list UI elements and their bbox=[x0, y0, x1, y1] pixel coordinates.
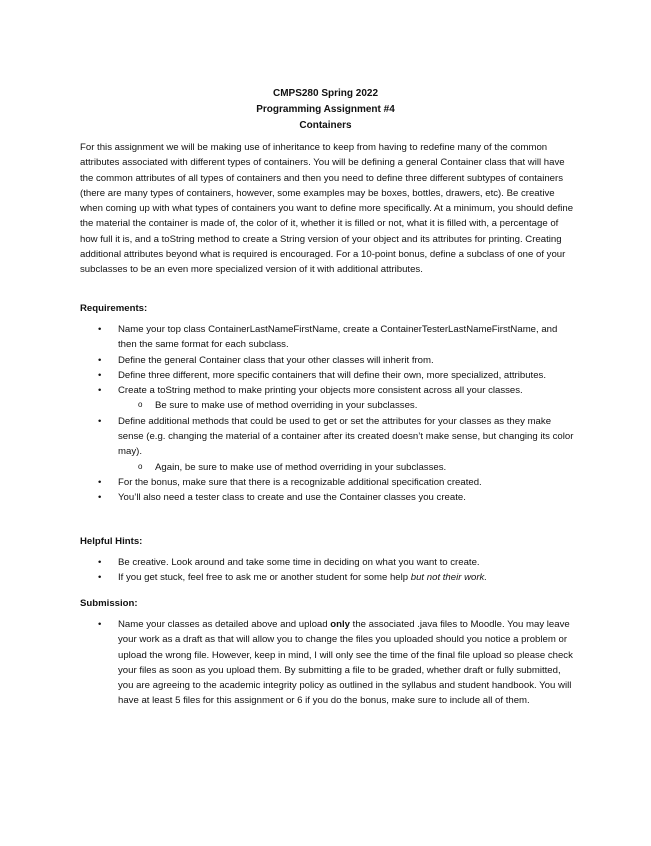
submission-text-suffix: the associated .java files to Moodle. You may leave your work as a draft as that will allow you to change the files you uploaded should you notice a problem or upload the wrong file. However, keep in mind, I will only see the time of the final file upload so please check your files as soon as you upload them. By submitting a file to be graded, whether draft or fully submitted, you are agreeing to the academic integrity policy as outlined in the syllabus and student handbook. You will have at least 5 files for this assignment or 6 if you do the bonus, make sure to include all of them. bbox=[118, 619, 573, 707]
list-item bbox=[98, 490, 576, 505]
requirement-text: You’ll also need a tester class to create and use the Container classes you create. bbox=[118, 492, 466, 504]
assignment-title: Programming Assignment #4 bbox=[256, 104, 395, 115]
intro-paragraph: For this assignment we will be making use of inheritance to keep from having to redefine many of the common attributes associated with different types of containers. You will be defining a general Container class that will have the common attributes of all types of containers and then you need to define three different subtypes of containers (there are many types of containers, however, some examples may be boxes, bottles, drawers, etc). Be creative when coming up with what types of containers you want to define more specifically. At a minimum, you should define the material the container is made of, the color of it, whether it is filled or not, what it is filled with, a percentage of how full it is, and a toString method to create a String version of your object and its attributes for printing. Creating additional attributes beyond what is required is encouraged. For a 10-point bonus, define a subclass of one of your subclasses to be an even more specialized version of it with additional attributes. bbox=[80, 142, 574, 276]
submission-text-bold: only bbox=[330, 619, 350, 630]
requirements-heading: Requirements: bbox=[80, 303, 148, 314]
hint-text: If you get stuck, feel free to ask me or another student for some help bbox=[118, 572, 411, 584]
sub-list bbox=[118, 460, 576, 475]
sub-list-item: o Again, be sure to make use of method overriding in your subclasses. bbox=[118, 460, 576, 475]
list-item bbox=[98, 353, 576, 368]
requirement-text: Define three different, more specific containers that will define their own, more specialized, attributes. bbox=[118, 369, 547, 381]
hints-heading: Helpful Hints: bbox=[80, 536, 143, 547]
list-item bbox=[98, 475, 576, 490]
requirement-text: Create a toString method to make printing your objects more consistent across all your classes. bbox=[118, 385, 523, 397]
title-block bbox=[0, 86, 651, 134]
list-item bbox=[98, 383, 576, 414]
submission-list bbox=[98, 617, 576, 709]
requirement-text: Name your top class ContainerLastNameFirstName, create a ContainerTesterLastNameFirstName, and then the same format for each subclass. bbox=[118, 324, 558, 351]
hint-text: Be creative. Look around and take some time in deciding on what you want to create. bbox=[118, 557, 480, 568]
list-item bbox=[98, 570, 576, 585]
requirement-text: For the bonus, make sure that there is a recognizable additional specification created. bbox=[118, 476, 482, 488]
list-item bbox=[98, 617, 576, 709]
requirement-text: Define the general Container class that your other classes will inherit from. bbox=[118, 354, 434, 366]
hints-list bbox=[98, 555, 576, 586]
requirements-list bbox=[98, 322, 576, 506]
hint-emphasis: but not their work. bbox=[410, 572, 488, 584]
sub-list bbox=[118, 398, 576, 413]
submission-text-prefix: Name your classes as detailed above and upload bbox=[118, 619, 331, 630]
list-item bbox=[98, 414, 576, 475]
list-item bbox=[98, 368, 576, 383]
course-title: CMPS280 Spring 2022 bbox=[272, 88, 379, 99]
list-item bbox=[98, 322, 576, 353]
submission-heading: Submission: bbox=[80, 598, 138, 609]
requirement-text: Define additional methods that could be used to get or set the attributes for your classes as they make sense (e.g. changing the material of a container after its created doesn’t make sense, but changing its color may). bbox=[118, 415, 574, 458]
topic-title: Containers bbox=[299, 120, 352, 131]
list-item bbox=[98, 555, 576, 570]
sub-list-item: o Be sure to make use of method overriding in your subclasses. bbox=[118, 398, 576, 413]
